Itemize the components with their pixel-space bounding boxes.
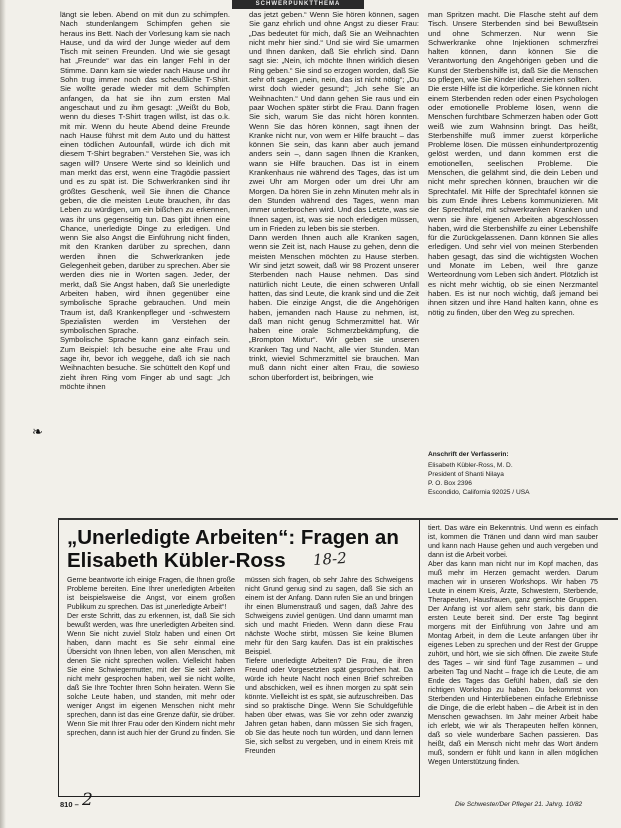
paragraph: längt sie leben. Abend on mit dun zu schimpfen. Nach stundenlangem Schimpfen gehen sie heraus ins Bett. Nach der Vorlesung kam sie nach Hause, und da wird der Junge wieder auf dem Tisch mit seinen Freunden. Und wie sie gesagt hat „Freunde“ war das ein langer Fehl in der Stimme. Dann kam sie wieder nach Hause und ihr Sohn trug immer noch das scheußliche T-Shirt. Sie wollte gerade wieder mit dem Schimpfen anfangen, da hat sie ihn zum ersten Mal angeschaut und zu ihm gesagt: „Weißt du Bob, wenn du dieses T-Shirt tragen willst, ist das o.k. mit mir. Wenn du heute Abend deine Freunde nach Hause führst mit dem Auto und du hättest einen tödlichen Autounfall, würde ich dich mit diesem T-Shirt begraben.“ Verstehen Sie, was ich sagen will? Unsere Werte sind so kleinlich und man merkt das erst, wenn eine Tragödie passiert und es zu spät ist. Die Schwerkranken sind ihr größtes Geschenk, weil Sie ihnen die Chance geben, die die meisten Leute brauchen, ihr das Leben zu würdigen, um ein bißchen zu erkennen, was ihr uns gegenseitig tun. Das gibt ihnen eine Chance, unerledigte Dinge zu erledigen. Und wenn Sie also Angst die Einführung nicht finden, mit den Kranken darüber zu sprechen, dann werden ihnen die Schwerkranken jede Gelegenheit geben, darüber zu sprechen. Aber sie werden dies nie in Worten sagen. Jeder, der merkt, daß Sie Angst haben, daß Sie unerledigte Arbeiten haben, wird ihnen gegenüber eine symbolische Sprache gebrauchen. Und mein Traum ist, daß Krankenpfleger und -schwestern Spezialisten werden im Verstehen der symbolischen Sprache. (60, 10, 230, 336)
handwritten-note: 18-2 (312, 548, 348, 570)
author-address-line: Escondido, California 92025 / USA (428, 489, 530, 496)
article-column-1 (67, 576, 235, 790)
paragraph: Gerne beantworte ich einige Fragen, die Ihnen große Probleme bereiten. Eine Ihrer unerledigten Arbeiten ist beispielsweise die Angst, vor einem großen Publikum zu sprechen. Das ist „unerledigte Arbeit“! (67, 576, 235, 611)
article-column-2 (245, 576, 413, 790)
author-address-line: P. O. Box 2396 (428, 480, 472, 487)
author-address-line: Elisabeth Kübler-Ross, M. D. (428, 462, 513, 469)
paragraph: man Spritzen macht. Die Flasche steht auf dem Tisch. Unsere Sterbenden sind bei Bewußtsein und ohne Schmerzen. Nur wenn Sie Schwerkranke ohne Injektionen schmerzfrei halten können, dann können Sie die Verantwortung den Angehörigen geben und die Kunst der Sterbenshilfe ist, daß Sie die Menschen so pflegen, wie Sie Kinder ideal erziehen sollten. (428, 10, 598, 85)
paragraph: Symbolische Sprache kann ganz einfach sein. Zum Beispiel: Ich besuche eine alte Frau und sage ihr, bevor ich weggehe, daß ich sie nach Weihnachten besuche. Sie schüttelt den Kopf und zieht ihren Ring vom Finger ab und sagt: „Ich möchte ihnen (60, 335, 230, 391)
handwritten-page-mark: 2 (82, 790, 93, 810)
text-column-1 (60, 10, 230, 516)
author-address (428, 450, 598, 516)
article-headline: „Unerledigte Arbeiten“: Fragen an Elisabeth Kübler-Ross (67, 526, 399, 572)
author-address-title: Anschrift der Verfasserin: (428, 451, 509, 458)
scan-edge-shadow (0, 0, 6, 828)
paragraph: Die erste Hilfe ist die körperliche. Sie können nicht einem Sterbenden reden oder einen Psychologen oder emotionelle Probleme lösen, wenn die Menschen furchtbare Schmerzen haben oder Gott weiß wie zum Wahnsinn bringt. Das heißt, Sterbenshilfe muß immer zuerst körperliche Probleme lösen. Die müssen einhundertprozentig gelöst werden, und dann kommen erst die emotionellen, seelischen Probleme. Die Menschen, die gelähmt sind, die dein Leben und nicht mehr sprechen können, brauchen wir die Sprechtafel. Mit Hilfe der Sprechtafel können sie bis zum Ende ihres Lebens kommunizieren. Mit der Sprechtafel, mit schwerkranken Kranken und wenn sie ihre eigenen Arbeiten abgeschlossen haben, wird die Sterbenshilfe zu einer Lebenshilfe für die Zurückgelassenen. Dann können Sie alles erledigen. Und sehr viel von meinen Sterbenden haben gesagt, das sind die wichtigsten Wochen und Monate im Leben, weil Ihre ganze Werteordnung vom Leben sich ändert. Plötzlich ist es nicht mehr wichtig, ob sie einen Nerzmantel haben. Es ist nur noch wichtig, daß jemand bei ihnen sitzen und ihre Hand halten kann, ohne es nötig zu finden, über den Weg zu sprechen. (428, 84, 598, 317)
margin-mark-icon: ❧ (32, 424, 43, 439)
text-column-4 (428, 524, 598, 796)
text-column-2 (249, 10, 419, 516)
author-address-line: President of Shanti Nilaya (428, 471, 504, 478)
page-number: 810 – (60, 800, 79, 809)
article-box (58, 520, 420, 797)
paragraph: tiert. Das wäre ein Bekenntnis. Und wenn es einfach ist, kommen die Tränen und dann wird man sauber und kann nach Hause gehen und auch vergeben und dann ist die Arbeit vorbei. (428, 524, 598, 559)
paragraph: Aber das kann man nicht nur im Kopf machen, das muß mehr im Herzen gemacht werden. Darum machen wir in unseren Workshops. Wir haben 75 Leute in einem Kreis, Ärzte, Schwestern, Sterbende, Therapeuten, Hausfrauen, ganz gemischte Gruppen. Der Anfang ist vor allem sehr stark, bis dann die ersten Leute bereit sind. Der erste Tag beginnt morgens mit der Einführung von Jahre und am Montag Arbeit, in dem die Leute anfangen über ihr eigenes Leben zu sprechen und der Rest der Gruppe zuhört, und hört, wie sie sich öffnen. Die zweite Stufe des Tages – wir sind fünf Tage zusammen – und arbeiten Tag und Nacht – frage ich die Leute, die am Ende des Tages das Gefühl haben, daß sie den richtigen Workshop zu haben. Du bekommst von Sterbenden und Hinterbliebenen einfache Erlebnisse die Dinge, die die erlebt haben – die Arbeit ist in den Menschen gewachsen. Im Jahr meiner Arbeit habe ich erlebt, wie wir als Therapeuten helfen können, daß so viele wunderbare Sachen passieren. Das heißt, daß ein Mensch nicht mehr das Wort ändern muß, sondern er fühlt und kann in allen möglichen Wegen Unterstützung finden. (428, 560, 598, 766)
journal-source: Die Schwester/Der Pfleger 21. Jahrg. 10/82 (455, 801, 583, 808)
paragraph: das jetzt geben.“ Wenn Sie hören können, sagen Sie ganz ehrlich und ohne Angst zu dieser Frau: „Das bedeutet für mich, daß Sie an Weihnachten nicht mehr hier sind.“ Und sie wird Sie umarmen und Ihnen danken, daß Sie ehrlich sind. Dann sagt sie: „Nein, ich möchte Ihnen wirklich diesen Ring geben.“ Sie sind so erzogen worden, daß Sie sehr oft sagen „nein, nein, das ist nicht nötig“; „Du wirst doch wieder gesund“; „Ich sehe Sie an Weihnachten.“ Und dann gehen Sie raus und ein paar Wochen später stirbt die Frau. Dann fragen Sie sich, warum Sie das nicht hören konnten. Wenn Sie das hören können, sagt ihnen der Kranke nicht nur, von wem er Hilfe braucht – das können Sie sein, das kann aber auch jemand anders sein –, dann sagen Ihnen die Kranken, wann sie Hilfe brauchen. Das ist in einem Krankenhaus nie während des Tages, das ist um zwei Uhr am Morgen oder um drei Uhr am Morgen. Da hören Sie in zehn Minuten mehr als in den Stunden während des Tages, wenn man immer unterbrochen wird. Und das Letzte, was sie Ihnen sagen, ist, was sie noch erledigen müssen, um in Frieden zu leben bis sie sterben. (249, 10, 419, 233)
paragraph: müssen sich fragen, ob sehr Jahre des Schweigens nicht Grund genug sind zu sagen, daß Sie sich an einem ist der Anfang. Dann rufen Sie an und bringen ihr einen Blumenstrauß und sagen, daß Jahre des Schweigens zuviel genügen. Und dann umarmt man sich und macht Frieden. Wenn dann diese Frau nächste Woche stirbt, müssen Sie keine Blumen mehr für den Sarg kaufen. Das ist ein praktisches Beispiel. (245, 576, 413, 656)
paragraph: Dann werden Ihnen auch alle Kranken sagen, wenn sie Zeit ist, nach Hause zu gehen, denn die meisten Menschen möchten zu Hause sterben. Wir sind jetzt soweit, daß wir 98 Prozent unserer Sterbenden nach Hause nehmen. Das sind natürlich nicht Leute, die einen schweren Unfall hatten, das sind Leute, die krank sind und die Zeit haben. Die einzige Angst, die die Angehörigen haben, jemanden nach Hause zu nehmen, ist, daß man nicht genug Schmerzmittel hat. Wir haben eine orale Schmerzbekämpfung, die „Brompton Mixtur“. Wir geben sie unseren Kranken Tag und Nacht, alle vier Stunden. Man trinkt, wieviel Schmerzmittel sie brauchen. Man muß dann nicht einer alten Frau, die sowieso schon überfordert ist, beibringen, wie (249, 233, 419, 382)
paragraph: Tiefere unerledigte Arbeiten? Die Frau, die ihren Freund oder Vorgesetzten spät gesprochen hat. Da würde ich heute Nacht noch einen Brief schreiben und abschicken, weil es ihnen morgen zu spät sein könnte. Vielleicht ist es spät, sie aufzuschreiben. Das sind so praktische Dinge. Wenn Sie Schuldgefühle haben über etwas, was Sie vor zehn oder zwanzig Jahren getan haben, dann müssen Sie sich fragen, ob Sie das heute noch tun würden, und dann lernen Sie, sich selbst zu vergeben, und in einem Kreis mit Freunden (245, 657, 413, 755)
paragraph: Der erste Schritt, das zu erkennen, ist, daß Sie sich bewußt werden, was Ihre unerledigten Arbeiten sind. Wenn Sie nicht zuviel Stolz haben und einen Ort haben, dann macht es Sie sehr einmal eine Übersicht von Ihnen leben, von allen Menschen, mit denen Sie nicht sprechen wollen. Vielleicht haben Sie eine Schwiegermutter, mit der Sie seit Jahren nicht mehr gesprochen haben, weil sie nicht wollte, daß Sie Ihre Tochter Ihren Sohn heiraten. Wenn Sie solche Leute haben, und standen, mit mehr oder weniger Angst im eigenen Menschen nicht mehr sprechen, dann ist das eine Grenze dafür, sie drüber. Wenn Sie mit Ihrer Frau oder den Kindern nicht mehr sprechen, dann ist auch hier der Grund zu finden. Sie (67, 612, 235, 737)
section-tag: SCHWERPUNKTTHEMA (232, 0, 364, 9)
text-column-3 (428, 10, 598, 440)
